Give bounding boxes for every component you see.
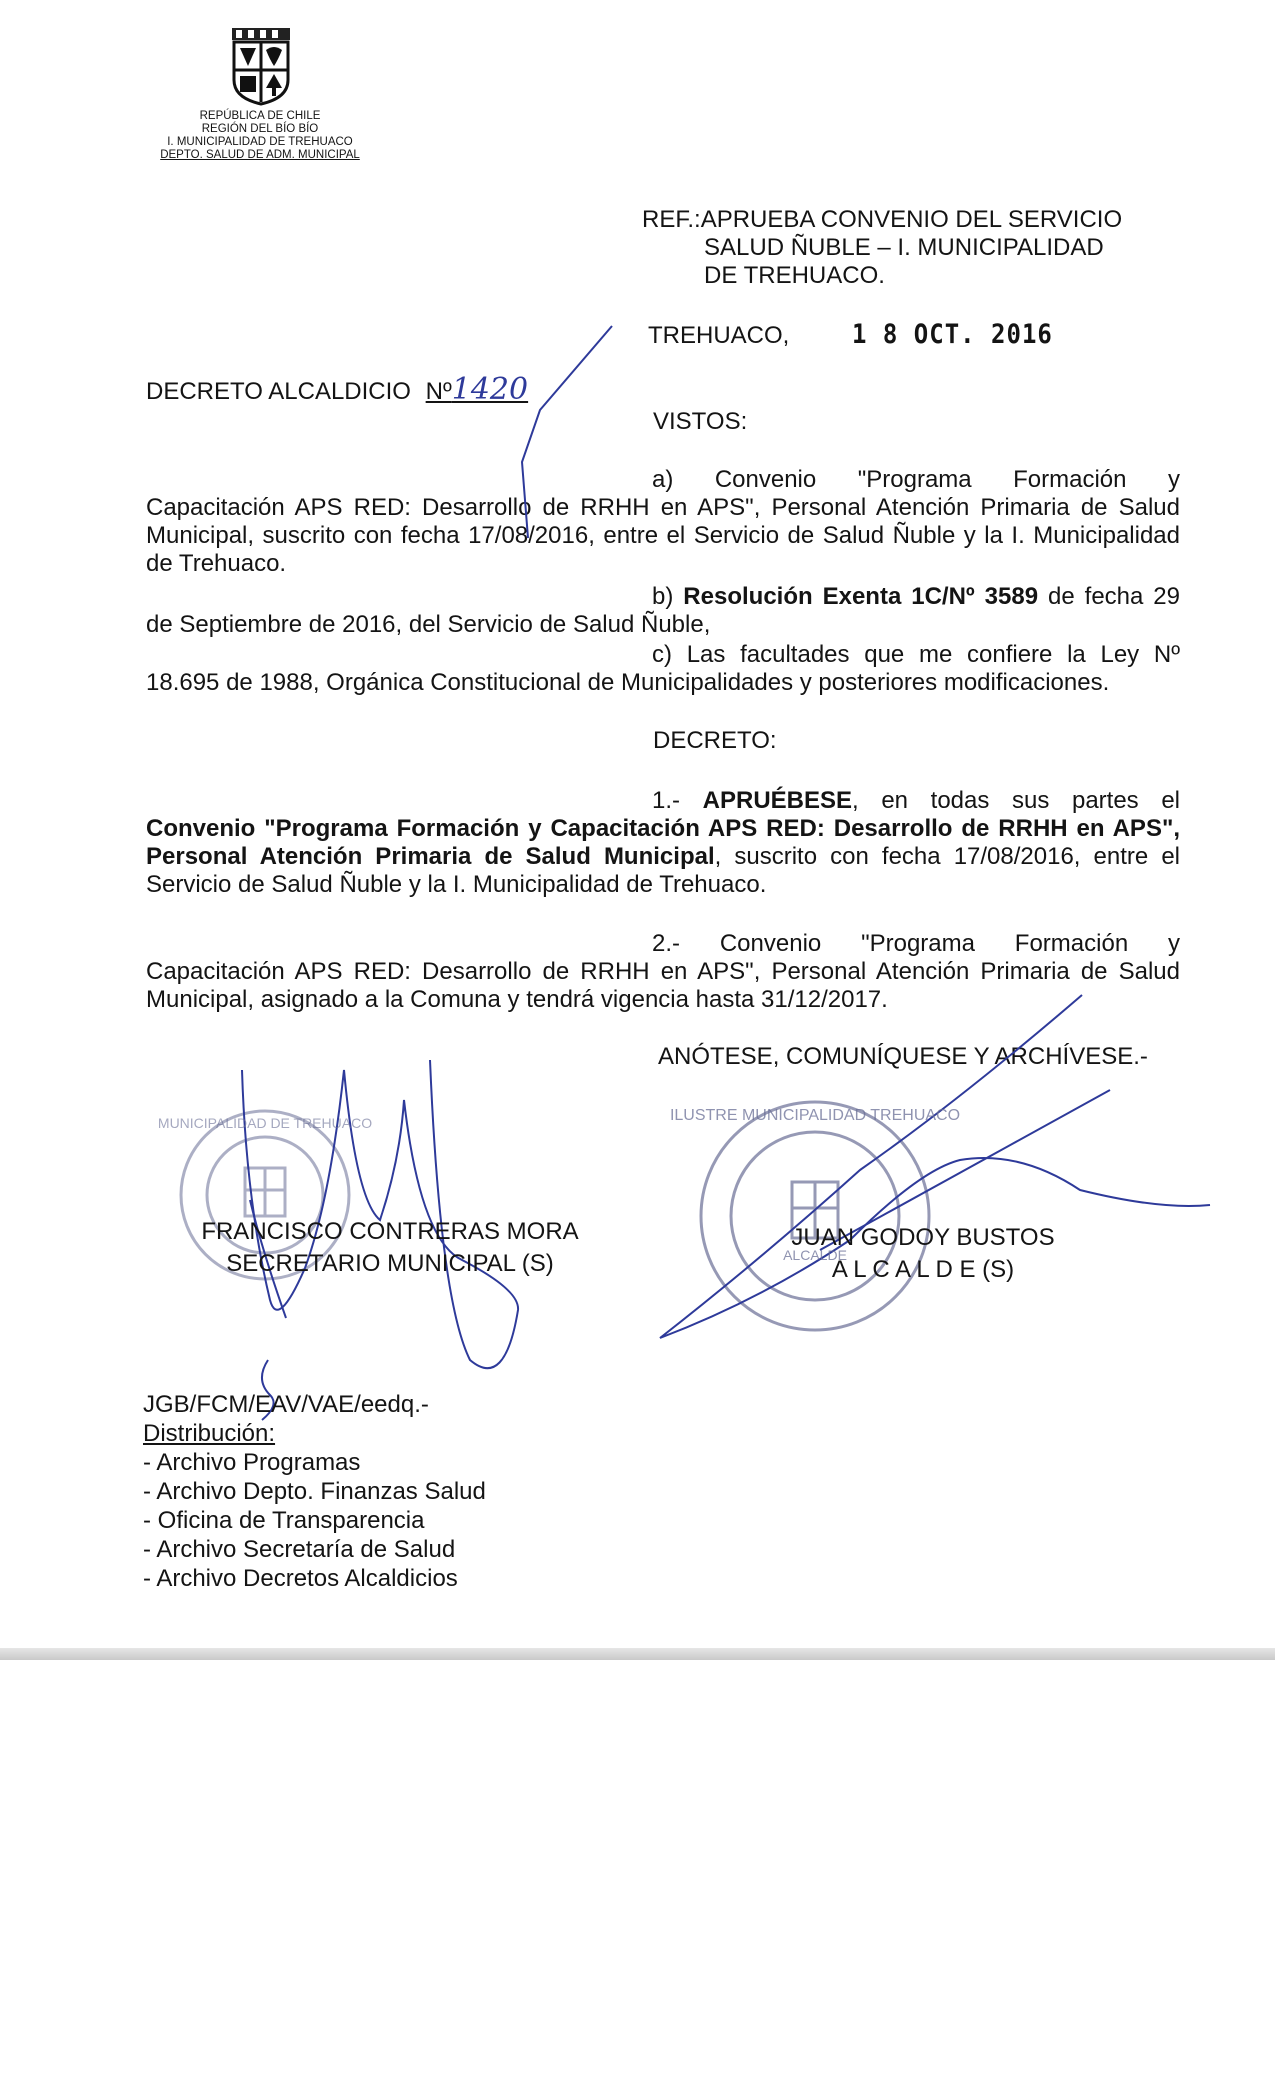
reference-line-2: SALUD ÑUBLE – I. MUNICIPALIDAD: [704, 234, 1104, 261]
decreto-item-1-text-a: , en todas sus partes el: [852, 787, 1180, 814]
decreto-item-1-convenio: Convenio "Programa Formación y Capacitación APS RED: Desarrollo de RRHH en APS", Personal Atención Primaria de Salud Municipal: [146, 815, 1180, 870]
distribution-item: - Oficina de Transparencia: [143, 1507, 425, 1534]
letterhead-region: REGIÓN DEL BÍO BÍO: [201, 123, 319, 135]
date-stamp: 1 8 OCT. 2016: [852, 318, 1053, 350]
distribution-item: - Archivo Decretos Alcaldicios: [143, 1565, 458, 1592]
vistos-item-b-text: de fecha 29 de Septiembre de 2016, del Servicio de Salud Ñuble,: [146, 583, 1180, 638]
letterhead-department: DEPTO. SALUD DE ADM. MUNICIPAL: [160, 149, 360, 161]
decreto-item-2: 2.- Convenio "Programa Formación y Capacitación APS RED: Desarrollo de RRHH en APS", Personal Atención Primaria de Salud Municipal, asignado a la Comuna y tendrá vigencia hasta 31/12/2017.: [146, 930, 1180, 1013]
closing-formula: ANÓTESE, COMUNÍQUESE Y ARCHÍVESE.-: [658, 1043, 1148, 1070]
decree-label: DECRETO ALCALDICIO: [146, 378, 411, 405]
place-label: TREHUACO,: [648, 322, 790, 349]
right-ilustre-seal: [701, 1102, 929, 1330]
decreto-item-1-text-b: , suscrito con fecha 17/08/2016, entre el Servicio de Salud Ñuble y la I. Municipalidad de Trehuaco.: [146, 843, 1181, 898]
decree-number-handwritten: 1420: [451, 372, 529, 407]
signatory-left: [185, 1216, 595, 1280]
distribution-item: - Archivo Depto. Finanzas Salud: [143, 1478, 486, 1505]
letterhead-municipality: I. MUNICIPALIDAD DE TREHUACO: [167, 136, 353, 148]
right-seal-text: ILUSTRE MUNICIPALIDAD TREHUACO: [669, 1107, 961, 1124]
decreto-item-1-prefix: 1.-: [652, 787, 681, 814]
signatory-right-name: JUAN GODOY BUSTOS: [791, 1224, 1055, 1251]
vistos-heading: VISTOS:: [653, 408, 748, 435]
distribution-item: - Archivo Secretaría de Salud: [143, 1536, 456, 1563]
vistos-item-b-prefix: b): [652, 583, 674, 610]
reference-initials: JGB/FCM/EAV/VAE/eedq.-: [143, 1391, 429, 1418]
right-seal-inner-text: ALCALDE: [783, 1247, 847, 1263]
scan-edge: [0, 1648, 1275, 1660]
left-seal-text: MUNICIPALIDAD DE TREHUACO: [157, 1115, 373, 1131]
decreto-heading: DECRETO:: [653, 727, 777, 754]
signatory-left-name: FRANCISCO CONTRERAS MORA: [201, 1218, 579, 1245]
distribution-block: [143, 1390, 486, 1593]
reference-label: REF.:: [642, 206, 701, 233]
distribution-heading: Distribución:: [143, 1420, 276, 1447]
letterhead-country: REPÚBLICA DE CHILE: [199, 110, 321, 122]
signatory-right-title: A L C A L D E (S): [831, 1256, 1015, 1283]
decree-number-prefix: Nº: [425, 378, 452, 405]
vistos-item-a: a) Convenio "Programa Formación y Capacitación APS RED: Desarrollo de RRHH en APS", Personal Atención Primaria de Salud Municipal, suscrito con fecha 17/08/2016, entre el Servicio de Salud Ñuble y la I. Municipalidad de Trehuaco.: [146, 466, 1180, 577]
reference-line-3: DE TREHUACO.: [704, 262, 885, 289]
signatory-right: [758, 1222, 1088, 1286]
reference-line-1: APRUEBA CONVENIO DEL SERVICIO: [700, 206, 1123, 233]
vistos-item-c: c) Las facultades que me confiere la Ley Nº 18.695 de 1988, Orgánica Constitucional de Municipalidades y posteriores modificaciones.: [146, 641, 1180, 696]
signatory-left-title: SECRETARIO MUNICIPAL (S): [226, 1250, 554, 1277]
vistos-item-b-resolution: Resolución Exenta 1C/Nº 3589: [683, 583, 1039, 610]
distribution-item: - Archivo Programas: [143, 1449, 361, 1476]
decreto-item-1-approve: APRUÉBESE: [702, 787, 853, 814]
